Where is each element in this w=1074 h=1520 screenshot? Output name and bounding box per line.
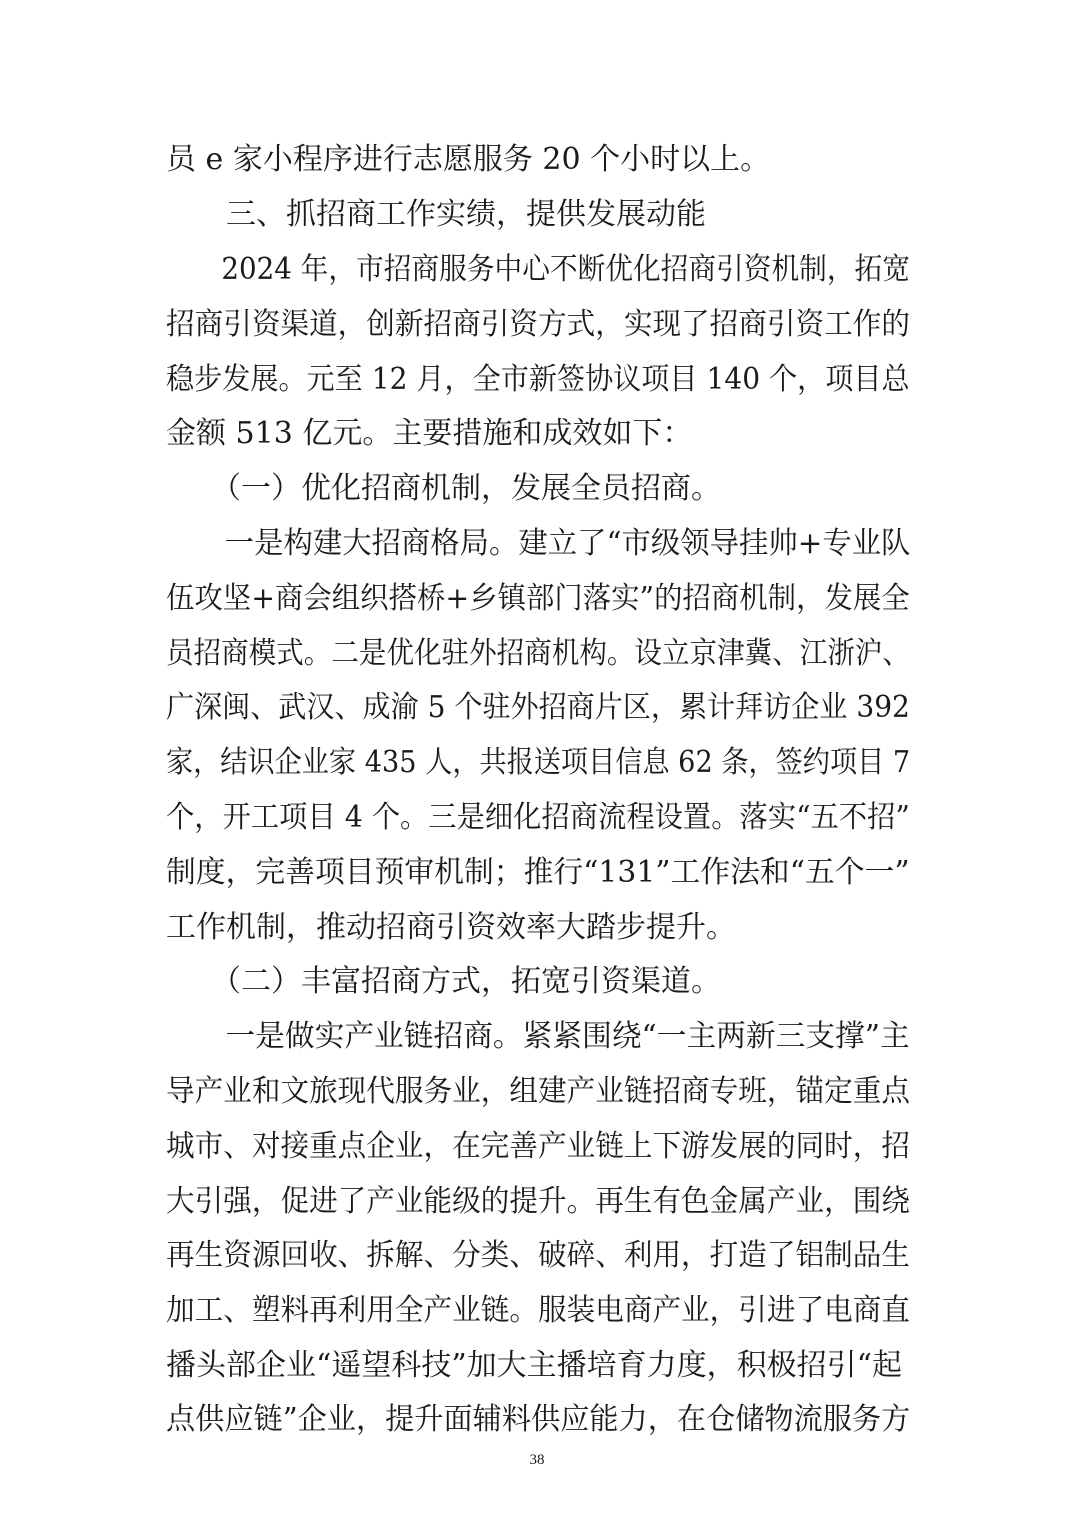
subsection-heading: （一）优化招商机制，发展全员招商。 (166, 471, 721, 506)
text-line: 一是构建大招商格局。建立了“市级领导挂帅+专业队 (166, 526, 911, 561)
text-line: 播头部企业“遥望科技”加大主播培育力度，积极招引“起 (166, 1348, 903, 1383)
text-line: 广深闽、武汉、成渝 5 个驻外招商片区，累计拜访企业 392 (166, 690, 910, 725)
page-number: 38 (529, 1452, 545, 1468)
text-line: 伍攻坚+商会组织搭桥+乡镇部门落实”的招商机制，发展全 (166, 581, 910, 616)
text-line: 招商引资渠道，创新招商引资方式，实现了招商引资工作的 (166, 307, 910, 342)
section-heading: 三、抓招商工作实绩，提供发展动能 (166, 197, 706, 232)
text-line: 加工、塑料再利用全产业链。服装电商产业，引进了电商直 (166, 1293, 910, 1328)
text-line: 家，结识企业家 435 人，共报送项目信息 62 条，签约项目 7 (166, 745, 911, 780)
text-line: 制度，完善项目预审机制；推行“131”工作法和“五个一” (166, 855, 910, 890)
text-line: 一是做实产业链招商。紧紧围绕“一主两新三支撑”主 (166, 1019, 910, 1054)
text-line: 工作机制，推动招商引资效率大踏步提升。 (166, 910, 736, 945)
text-line: 员招商模式。二是优化驻外招商机构。设立京津冀、江浙沪、 (166, 636, 910, 671)
text-line: 个，开工项目 4 个。三是细化招商流程设置。落实“五不招” (166, 800, 910, 835)
text-line: 导产业和文旅现代服务业，组建产业链招商专班，锚定重点 (166, 1074, 910, 1109)
subsection-heading: （二）丰富招商方式，拓宽引资渠道。 (166, 964, 721, 999)
text-line: 大引强，促进了产业能级的提升。再生有色金属产业，围绕 (166, 1184, 910, 1219)
text-line: 城市、对接重点企业，在完善产业链上下游发展的同时，招 (166, 1129, 910, 1164)
text-line: 员 e 家小程序进行志愿服务 20 个小时以上。 (166, 142, 771, 177)
text-line: 再生资源回收、拆解、分类、破碎、利用，打造了铝制品生 (166, 1238, 910, 1273)
text-line: 金额 513 亿元。主要措施和成效如下： (166, 416, 693, 451)
text-line: 稳步发展。元至 12 月，全市新签协议项目 140 个，项目总 (166, 362, 910, 397)
text-line: 2024 年，市招商服务中心不断优化招商引资机制，拓宽 (166, 252, 910, 287)
text-line: 点供应链”企业，提升面辅料供应能力，在仓储物流服务方 (166, 1402, 911, 1437)
